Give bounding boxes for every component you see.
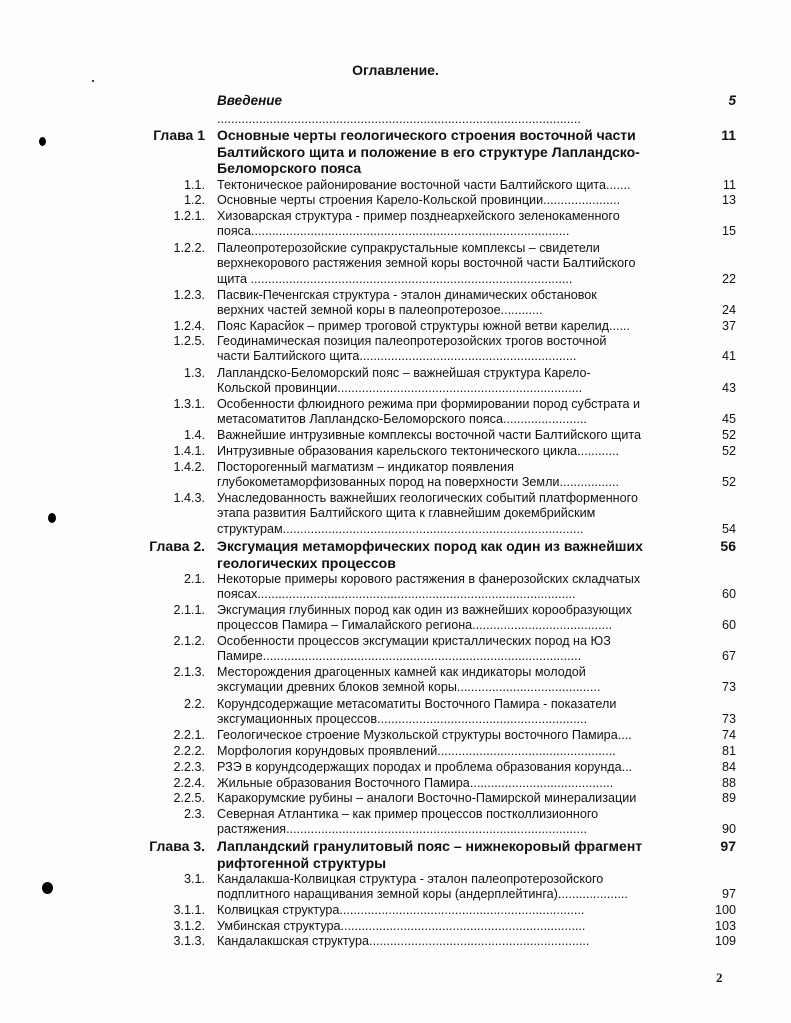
toc-page-number: 11 [721, 127, 736, 143]
toc-number: 2.3. [183, 807, 205, 821]
toc-entry-line: Колвицкая структура...................................................................... [217, 903, 585, 917]
toc-page-number: 73 [721, 680, 736, 694]
toc-entry-line: Морфология корундовых проявлений................................................... [217, 744, 616, 758]
toc-number: Глава 2. [149, 538, 205, 554]
toc-number: 1.2.3. [173, 288, 205, 302]
toc-number: 3.1.2. [173, 919, 205, 933]
toc-number: 3.1.3. [173, 934, 205, 948]
toc-page-number: 22 [721, 272, 736, 286]
toc-entry-line: Беломорского пояса [217, 160, 362, 177]
toc-entry-line: Кандалакша-Колвицкая структура - эталон палеопротерозойского [217, 872, 604, 886]
toc-entry-line: Эксгумация метаморфических пород как один из важнейших [217, 538, 643, 554]
toc-page-number: 24 [721, 303, 736, 317]
toc-page-number: 60 [721, 618, 736, 632]
toc-entry-line: Месторождения драгоценных камней как индикаторы молодой [217, 665, 586, 679]
toc-entry-line: Тектоническое районирование восточной части Балтийского щита....... [217, 178, 631, 192]
toc-number: 1.2.1. [173, 209, 205, 223]
toc-entry-line: подплитного наращивания земной коры (андерплейтинга).................... [217, 887, 628, 902]
toc-entry-line: Пояс Карасйок – пример троговой структуры южной ветви карелид...... [217, 319, 631, 333]
toc-entry-line: Основные черты геологического строения восточной части [217, 127, 636, 143]
toc-number: 2.2.2. [173, 744, 205, 758]
toc-number: 1.4.1. [173, 444, 205, 458]
toc-entry-line: части Балтийского щита.............................................................. [217, 349, 577, 364]
toc-entry-line: Введение [217, 93, 283, 108]
toc-number: 1.4.3. [173, 491, 205, 505]
toc-entry-line: этапа развития Балтийского щита к главнейшим докембрийским [217, 506, 596, 521]
toc-number: 2.2.4. [173, 776, 205, 790]
toc-page-number: 5 [728, 93, 736, 108]
toc-page-number: 81 [721, 744, 736, 758]
toc-entry-line: геологических процессов [217, 554, 396, 571]
toc-number: 2.2.1. [173, 728, 205, 742]
toc-entry-line: Балтийского щита и положение в его структуре Лапландско- [217, 143, 640, 160]
toc-number: 1.2.5. [173, 334, 205, 348]
toc-page-number: 109 [714, 934, 736, 948]
toc-number: 1.3. [183, 366, 205, 380]
toc-entry-line: Памире........................................................................................... [217, 649, 582, 664]
toc-entry-line: Кольской провинции...................................................................... [217, 381, 583, 396]
toc-page-number: 15 [721, 224, 736, 238]
toc-page-number: 54 [721, 522, 736, 536]
toc-entry-line: верхнекорового растяжения земной коры восточной части Балтийского [217, 256, 636, 271]
scan-speck [48, 513, 56, 523]
toc-number: 2.1.2. [173, 634, 205, 648]
toc-page-number: 43 [721, 381, 736, 395]
toc-number: 1.2.2. [173, 241, 205, 255]
toc-entry-line: Унаследованность важнейших геологических событий платформенного [217, 491, 638, 505]
toc-entry-line: Эксгумация глубинных пород как один из важнейших корообразующих [217, 603, 632, 617]
toc-page-number: 73 [721, 712, 736, 726]
toc-number: 2.2. [183, 697, 205, 711]
toc-entry-line: Умбинская структура...................................................................... [217, 919, 586, 933]
toc-page-number: 103 [714, 919, 736, 933]
scan-speck [42, 882, 53, 894]
toc-entry-line: щита ............................................................................................ [217, 271, 573, 286]
toc-page-number: 97 [721, 887, 736, 901]
toc-entry-line: Геодинамическая позиция палеопротерозойских трогов восточной [217, 334, 607, 348]
toc-entry-line: Посторогенный магматизм – индикатор появления [217, 460, 514, 474]
toc-page-number: 88 [721, 776, 736, 790]
toc-page-number: 37 [721, 319, 736, 333]
toc-title: Оглавление. [352, 62, 439, 78]
toc-entry-line: метасоматитов Лапландско-Беломорского пояса........................ [217, 412, 587, 427]
toc-number: 1.2. [183, 193, 205, 207]
toc-page-number: 41 [721, 349, 736, 363]
toc-number: 1.4.2. [173, 460, 205, 474]
toc-number: 3.1. [183, 872, 205, 886]
toc-entry-line: Основные черты строения Карело-Кольской провинции...................... [217, 193, 621, 207]
toc-entry-line: Лапландско-Беломорский пояс – важнейшая структура Карело- [217, 366, 591, 380]
toc-page-number: 56 [720, 538, 736, 554]
toc-entry-line: Особенности флюидного режима при формировании пород субстрата и [217, 397, 641, 411]
toc-page-number: 100 [714, 903, 736, 917]
toc-number: 1.2.4. [173, 319, 205, 333]
toc-number: Глава 1 [153, 127, 205, 143]
toc-number: 1.3.1. [173, 397, 205, 411]
toc-page-number: 52 [721, 428, 736, 442]
toc-number: Глава 3. [149, 838, 205, 854]
toc-entry-line: Геологическое строение Музкольской структуры восточного Памира.... [217, 728, 632, 742]
toc-number: 2.1. [183, 572, 205, 586]
scan-speck [39, 137, 46, 146]
toc-entry-line: эксгумационных процессов............................................................ [217, 712, 588, 727]
toc-page-number: 97 [720, 838, 736, 854]
toc-entry-line: рифтогенной структуры [217, 854, 387, 871]
toc-entry-line: верхних частей земной коры в палеопротерозое............ [217, 303, 543, 318]
toc-entry-line: Корундсодержащие метасоматиты Восточного Памира - показатели [217, 697, 617, 711]
scan-speck [92, 80, 94, 82]
toc-page-number: 74 [721, 728, 736, 742]
toc-entry-line: Жильные образования Восточного Памира......................................... [217, 776, 614, 790]
toc-entry-line: поясах........................................................................................... [217, 587, 576, 602]
toc-page-number: 89 [721, 791, 736, 805]
toc-entry-line: эксгумации древних блоков земной коры......................................... [217, 680, 601, 695]
toc-number: 1.1. [183, 178, 205, 192]
toc-page-number: 45 [721, 412, 736, 426]
toc-entry-line: Северная Атлантика – как пример процессов постколлизионного [217, 807, 599, 821]
toc-number: 2.1.1. [173, 603, 205, 617]
toc-entry-line: пояса........................................................................................... [217, 224, 570, 239]
toc-number: 3.1.1. [173, 903, 205, 917]
toc-number: 1.4. [183, 428, 205, 442]
toc-entry-line: Каракорумские рубины – аналоги Восточно-Памирской минерализации [217, 791, 637, 805]
toc-number: 2.1.3. [173, 665, 205, 679]
toc-number: 2.2.3. [173, 760, 205, 774]
toc-entry-line: Лапландский гранулитовый пояс – нижнекоровый фрагмент [217, 838, 643, 854]
toc-page-number: 67 [721, 649, 736, 663]
toc-entry-line: процессов Памира – Гималайского региона........................................ [217, 618, 613, 633]
toc-entry-line: Палеопротерозойские супракрустальные комплексы – свидетели [217, 241, 600, 255]
toc-page-number: 90 [721, 822, 736, 836]
toc-entry-line: Хизоварская структура - пример позднеархейского зеленокаменного [217, 209, 620, 223]
toc-entry-line: глубокометаморфизованных пород на поверхности Земли................. [217, 475, 619, 490]
toc-page-number: 13 [721, 193, 736, 207]
toc-entry-line: Пасвик-Печенгская структура - эталон динамических обстановок [217, 288, 597, 302]
toc-entry-line: РЗЭ в корундсодержащих породах и проблема образования корунда... [217, 760, 633, 774]
toc-entry-line: Некоторые примеры корового растяжения в фанерозойских складчатых [217, 572, 641, 586]
toc-page-number: 52 [721, 475, 736, 489]
toc-entry-line: Интрузивные образования карельского тектонического цикла............ [217, 444, 620, 458]
toc-page-number: 60 [721, 587, 736, 601]
intro-leader-dots: ........................................................................................................ [217, 112, 581, 126]
toc-page-number: 52 [721, 444, 736, 458]
toc-entry-line: Кандалакшская структура............................................................... [217, 934, 590, 948]
toc-entry-line: Важнейшие интрузивные комплексы восточной части Балтийского щита [217, 428, 642, 442]
toc-number: 2.2.5. [173, 791, 205, 805]
toc-page-number: 84 [721, 760, 736, 774]
toc-entry-line: Особенности процессов эксгумации кристаллических пород на ЮЗ [217, 634, 611, 648]
toc-entry-line: растяжения...................................................................................... [217, 822, 588, 837]
toc-page-number: 11 [722, 178, 736, 192]
toc-entry-line: структурам...................................................................................... [217, 521, 584, 536]
page-number: 2 [716, 970, 723, 985]
